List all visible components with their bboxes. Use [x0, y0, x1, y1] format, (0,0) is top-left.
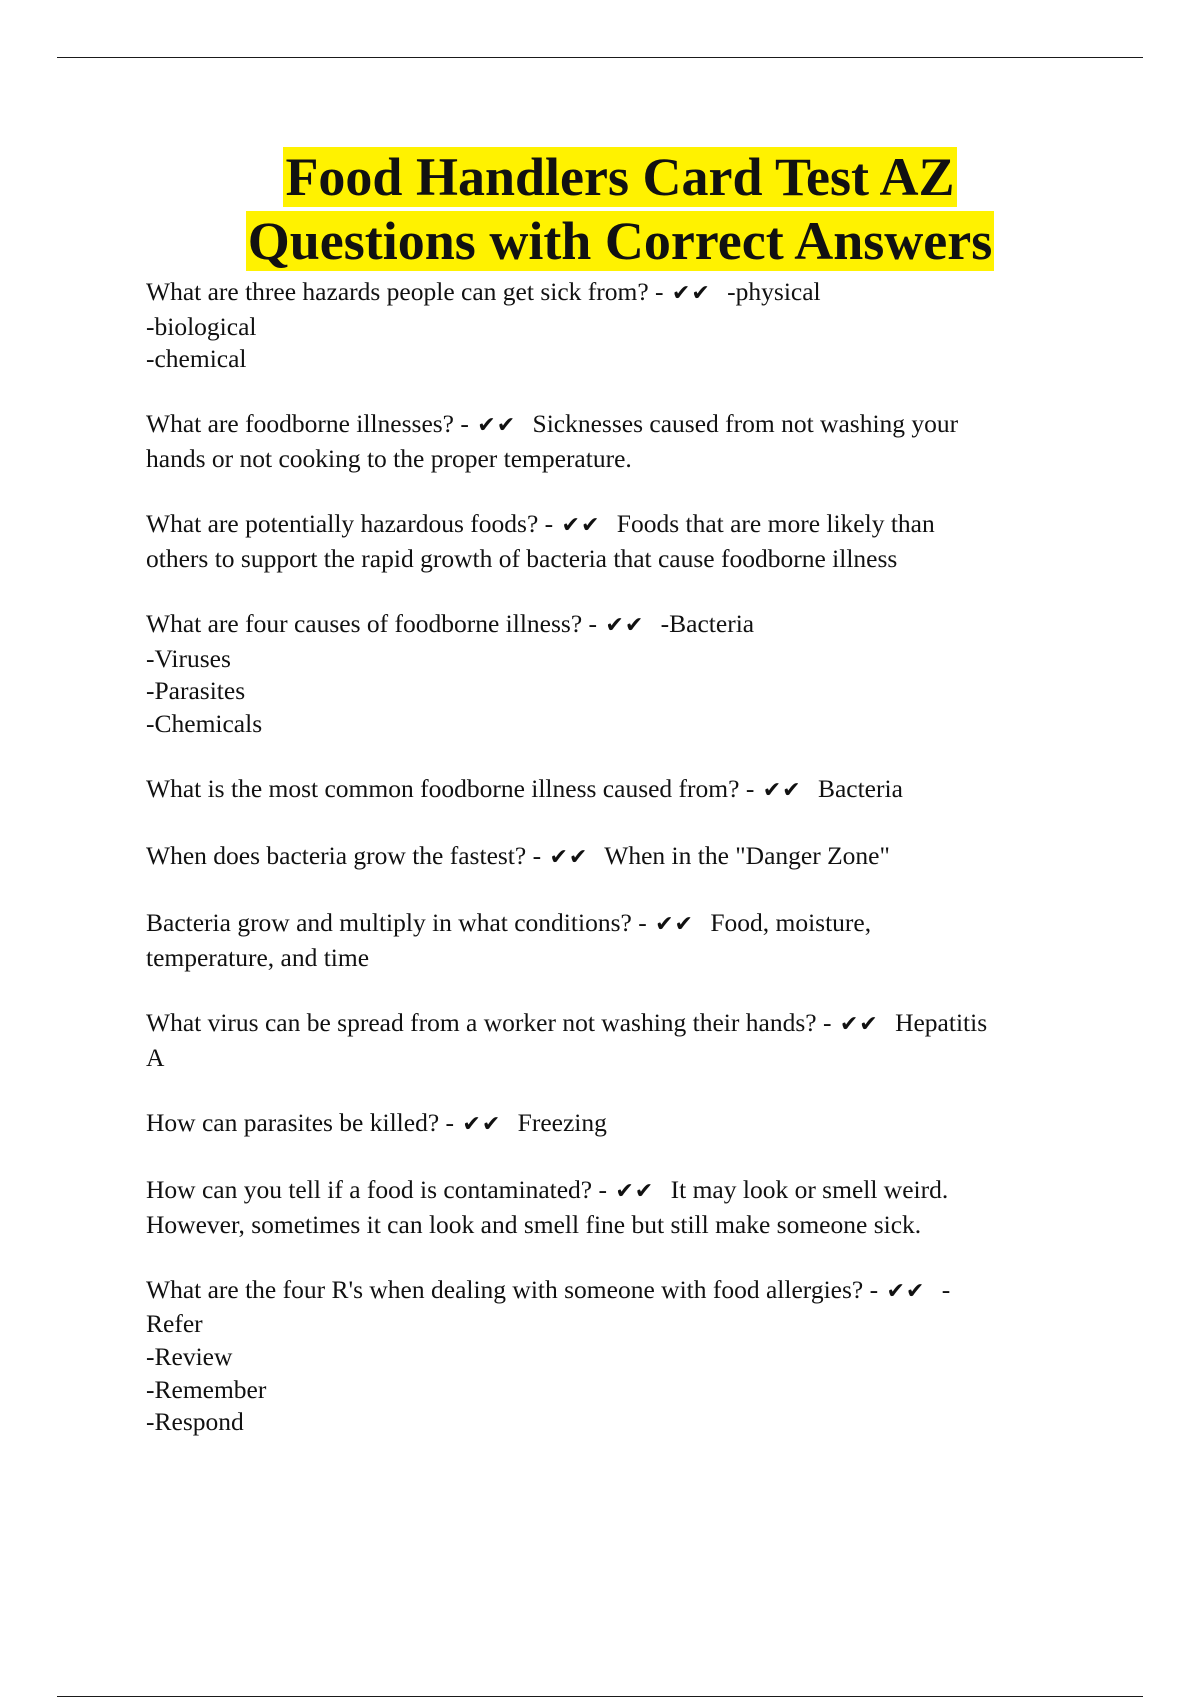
qa-question-line	[146, 907, 1091, 942]
question-text: What are four causes of foodborne illness?	[146, 608, 583, 638]
qa-item	[146, 276, 1091, 376]
answer-text: Food, moisture,	[710, 908, 872, 938]
qa-question-line	[146, 1107, 1091, 1142]
answer-line: temperature, and time	[146, 942, 370, 972]
separator: -	[631, 908, 654, 938]
double-check-icon: ✔✔	[615, 1179, 655, 1205]
qa-question-line	[146, 1007, 1091, 1042]
qa-item	[146, 508, 1091, 575]
bottom-rule	[57, 1696, 1143, 1697]
answer-line: -Review	[146, 1342, 233, 1371]
double-check-icon: ✔✔	[655, 912, 694, 938]
answer-line: hands or not cooking to the proper temperature.	[146, 443, 632, 473]
separator: -	[439, 1107, 461, 1137]
answer-text: -	[941, 1274, 951, 1304]
title-line-1: Food Handlers Card Test AZ	[285, 147, 955, 207]
qa-question-line	[146, 508, 1091, 543]
separator: -	[816, 1008, 838, 1038]
double-check-icon: ✔✔	[462, 1111, 502, 1137]
separator: -	[739, 773, 761, 803]
separator: -	[582, 608, 604, 638]
title-line-2: Questions with Correct Answers	[247, 211, 993, 271]
double-check-icon: ✔✔	[605, 612, 645, 638]
question-text: What virus can be spread from a worker not washing their hands?	[146, 1008, 817, 1038]
top-rule	[57, 57, 1143, 58]
separator: -	[648, 277, 670, 306]
qa-item	[146, 773, 1091, 808]
document-title	[0, 145, 1200, 273]
answer-text: -physical	[727, 277, 821, 306]
answer-line: -Respond	[146, 1407, 244, 1437]
question-text: What are three hazards people can get sick from?	[146, 277, 649, 306]
question-text: What are potentially hazardous foods?	[146, 509, 539, 539]
question-text: What are the four R's when dealing with someone with food allergies?	[146, 1274, 864, 1304]
answer-text: It may look or smell weird.	[670, 1175, 949, 1205]
qa-item	[146, 1007, 1091, 1074]
qa-question-line	[146, 608, 1091, 643]
answer-text: Sicknesses caused from not washing your	[532, 409, 959, 439]
double-check-icon: ✔✔	[561, 513, 601, 539]
qa-question-line	[146, 1274, 1091, 1309]
double-check-icon: ✔✔	[477, 413, 517, 439]
qa-item	[146, 408, 1091, 475]
qa-item	[146, 1174, 1091, 1241]
qa-question-line	[146, 408, 1091, 443]
question-text: What is the most common foodborne illness caused from?	[146, 773, 740, 803]
answer-line: -Chemicals	[146, 708, 263, 738]
question-text: When does bacteria grow the fastest?	[146, 841, 527, 871]
question-text: What are foodborne illnesses?	[146, 409, 455, 439]
double-check-icon: ✔✔	[839, 1012, 879, 1038]
qa-list	[146, 276, 1091, 1471]
answer-line: -biological	[146, 311, 257, 341]
separator: -	[454, 409, 476, 439]
answer-line: Refer	[146, 1309, 203, 1339]
qa-item	[146, 1107, 1091, 1142]
answer-line: -chemical	[146, 344, 247, 374]
answer-line: others to support the rapid growth of bacteria that cause foodborne illness	[146, 543, 898, 573]
double-check-icon: ✔✔	[671, 281, 711, 306]
question-text: How can parasites be killed?	[146, 1107, 440, 1137]
double-check-icon: ✔✔	[886, 1278, 926, 1304]
double-check-icon: ✔✔	[762, 777, 802, 803]
separator: -	[526, 841, 548, 871]
qa-item	[146, 907, 1091, 974]
qa-question-line	[146, 276, 1091, 311]
answer-line: A	[146, 1042, 165, 1072]
question-text: Bacteria grow and multiply in what conditions?	[146, 908, 632, 938]
qa-question-line	[146, 1174, 1091, 1209]
qa-item	[146, 1274, 1091, 1439]
answer-text: -Bacteria	[660, 608, 755, 638]
answer-text: Hepatitis	[895, 1008, 988, 1038]
separator: -	[863, 1274, 885, 1304]
answer-line: However, sometimes it can look and smell fine but still make someone sick.	[146, 1209, 922, 1239]
answer-line: -Viruses	[146, 643, 231, 673]
separator: -	[538, 509, 560, 539]
answer-text: When in the "Danger Zone"	[604, 841, 890, 871]
answer-line: -Remember	[146, 1374, 267, 1404]
qa-question-line	[146, 773, 1091, 808]
answer-text: Freezing	[517, 1107, 607, 1137]
qa-item	[146, 608, 1091, 740]
answer-text: Foods that are more likely than	[616, 509, 935, 539]
separator: -	[592, 1175, 614, 1205]
qa-question-line	[146, 840, 1091, 875]
double-check-icon: ✔✔	[549, 845, 589, 871]
question-text: How can you tell if a food is contaminated?	[146, 1175, 593, 1205]
answer-line: -Parasites	[146, 676, 246, 706]
answer-text: Bacteria	[817, 773, 903, 803]
qa-item	[146, 840, 1091, 875]
